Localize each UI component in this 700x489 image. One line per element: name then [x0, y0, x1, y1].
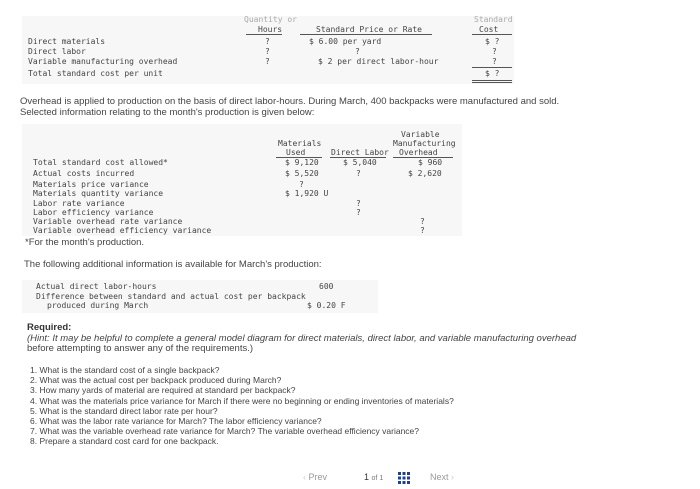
chevron-left-icon: ‹ — [303, 472, 306, 482]
list-item: 7. What was the variable overhead rate variance for March? The variable overhead efficiency variance? — [30, 426, 420, 437]
prev-button[interactable] — [303, 472, 327, 482]
table-row-label-cont: produced during March — [47, 301, 149, 310]
table-row-label: Actual direct labor-hours — [36, 282, 157, 291]
required-hint-line2: before attempting to answer any of the requirements.) — [27, 343, 254, 354]
list-item: 5. What is the standard direct labor rate per hour? — [30, 405, 218, 416]
table-row-label: Actual costs incurred — [33, 169, 135, 178]
table-row-qty: ? — [265, 37, 270, 46]
required-title: Required: — [27, 322, 72, 333]
next-label: Next — [430, 472, 449, 482]
next-button[interactable] — [430, 472, 454, 482]
table-row-voh: $ 960 — [418, 158, 443, 167]
voh-header-line1: Variable — [401, 130, 440, 139]
total-divider — [472, 67, 512, 68]
table-row-materials: ? — [299, 180, 304, 189]
table-row-label: Materials quantity variance — [33, 189, 164, 198]
voh-header-line2: Manufacturing — [393, 139, 456, 148]
table-row-price: ? — [355, 47, 360, 56]
table-row-qty: ? — [265, 47, 270, 56]
table-row-labor: $ 5,040 — [343, 158, 377, 167]
overhead-paragraph-line1: Overhead is applied to production on the basis of direct labor-hours. During March, 400 backpacks were manufactured and sold. — [20, 96, 560, 107]
table-row-cost: $ ? — [485, 69, 500, 78]
table-row-cost: $ ? — [485, 37, 500, 46]
page-of-label: of 1 — [371, 475, 384, 482]
requirements-list — [30, 365, 454, 447]
voh-header-line3: Overhead — [399, 148, 438, 157]
table-row-labor: ? — [356, 208, 361, 217]
cost-header-line1: Standard — [474, 15, 513, 24]
table-row-qty: ? — [265, 57, 270, 66]
overhead-paragraph-line2: Selected information relating to the month's production is given below: — [20, 107, 315, 118]
table-row-price: $ 2 per direct labor-hour — [318, 57, 439, 66]
table-row-label: Labor efficiency variance — [33, 208, 154, 217]
table-row-voh: ? — [420, 217, 425, 226]
table-row-label: Variable overhead rate variance — [33, 217, 183, 226]
table-row-labor: ? — [356, 169, 361, 178]
list-item: 1. What is the standard cost of a single backpack? — [30, 365, 220, 375]
quantity-header-line2: Hours — [258, 25, 283, 34]
grid-icon[interactable] — [398, 471, 410, 483]
table-row-value: $ 0.20 F — [307, 301, 346, 310]
table-row-cost: ? — [492, 57, 497, 66]
list-item: 3. How many yards of material are required at standard per backpack? — [30, 385, 296, 396]
header-underline-cost — [472, 34, 512, 35]
page-indicator — [364, 472, 383, 482]
total-double-underline — [472, 80, 512, 81]
page-number: 1 — [364, 472, 370, 482]
materials-header-line2: Used — [286, 148, 306, 157]
table-row-label: Direct materials — [28, 37, 106, 46]
table-row-label: Variable manufacturing overhead — [28, 57, 178, 66]
table-row-materials: $ 9,120 — [285, 158, 319, 167]
table-row-materials: $ 1,920 U — [285, 189, 329, 198]
additional-info-intro: The following additional information is available for March's production: — [24, 259, 322, 270]
materials-header-line1: Materials — [278, 139, 322, 148]
labor-header: Direct Labor — [331, 148, 389, 157]
table-row-cost: ? — [492, 47, 497, 56]
table-row-voh: ? — [420, 226, 425, 235]
list-item: 6. What was the labor rate variance for March? The labor efficiency variance? — [30, 415, 322, 426]
quantity-header-line1: Quantity or — [244, 15, 297, 24]
table-row-label: Difference between standard and actual cost per backpack — [36, 292, 306, 301]
list-item: 2. What was the actual cost per backpack produced during March? — [30, 375, 282, 386]
table-row-label: Direct labor — [28, 47, 86, 56]
table-row-voh: $ 2,620 — [408, 169, 442, 178]
table-row-labor: ? — [356, 199, 361, 208]
price-header: Standard Price or Rate — [316, 25, 422, 34]
table-row-label: Total standard cost per unit — [28, 69, 163, 78]
table-row-label: Total standard cost allowed* — [33, 158, 168, 167]
header-underline-qty — [246, 34, 282, 35]
table-footnote: *For the month's production. — [25, 237, 145, 248]
table-row-label: Variable overhead efficiency variance — [33, 226, 212, 235]
chevron-right-icon: › — [451, 472, 455, 482]
table-row-label: Materials price variance — [33, 180, 149, 189]
total-double-underline — [472, 82, 512, 83]
table-row-label: Labor rate variance — [33, 199, 125, 208]
cost-header-line2: Cost — [479, 25, 499, 34]
table-row-materials: $ 5,520 — [285, 169, 319, 178]
header-underline-price — [300, 34, 432, 35]
required-hint-line1: (Hint: It may be helpful to complete a general model diagram for direct materials, direct labor, and variable manufacturing overhead — [27, 333, 577, 344]
prev-label: Prev — [308, 472, 328, 482]
list-item: 8. Prepare a standard cost card for one backpack. — [30, 436, 219, 447]
table-row-price: $ 6.00 per yard — [309, 37, 382, 46]
table-row-value: 600 — [319, 282, 334, 291]
list-item: 4. What was the materials price variance for March if there were no beginning or ending inventories of materials? — [30, 395, 454, 406]
